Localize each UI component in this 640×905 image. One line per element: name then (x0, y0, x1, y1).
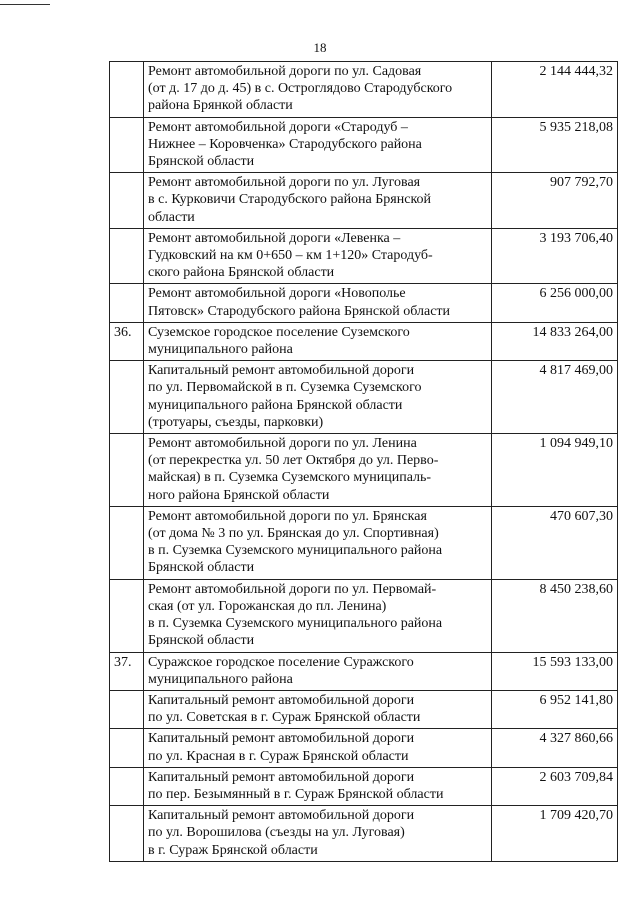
description-line: Ремонт автомобильной дороги по ул. Садовая (148, 64, 422, 79)
table-row (110, 690, 618, 728)
description-line: в п. Суземка Суземского муниципального района (148, 543, 443, 559)
table-row (110, 434, 618, 507)
description-line: по ул. Советская в г. Сураж Брянской области (148, 710, 421, 726)
budget-table (109, 61, 618, 862)
description-line: Ремонт автомобильной дороги «Стародуб – (148, 119, 408, 135)
row-description (144, 652, 492, 690)
description-line: Капитальный ремонт автомобильной дороги (148, 363, 415, 379)
row-number: 37. (110, 652, 144, 690)
table-row (110, 322, 618, 360)
description-line: Капитальный ремонт автомобильной дороги (148, 808, 415, 824)
description-line: ская (от ул. Горожанская до пл. Ленина) (148, 598, 387, 614)
table-row (110, 228, 618, 284)
row-amount: 5 935 218,08 (492, 117, 618, 173)
description-line: муниципального района (148, 671, 293, 687)
description-line: муниципального района Брянской области (148, 397, 403, 413)
table-row (110, 284, 618, 322)
row-number (110, 690, 144, 728)
row-number (110, 117, 144, 173)
row-amount: 1 709 420,70 (492, 806, 618, 862)
row-amount: 8 450 238,60 (492, 579, 618, 652)
row-number (110, 767, 144, 805)
table-row (110, 62, 618, 118)
row-number (110, 284, 144, 322)
description-line: Капитальный ремонт автомобильной дороги (148, 731, 415, 747)
row-number (110, 806, 144, 862)
description-line: ского района Брянской области (148, 265, 335, 281)
row-amount: 3 193 706,40 (492, 228, 618, 284)
table-row (110, 117, 618, 173)
description-line: ного района Брянской области (148, 487, 330, 503)
description-line: Ремонт автомобильной дороги «Левенка – (148, 230, 401, 246)
description-line: майская) в п. Суземка Суземского муниципаль- (148, 470, 432, 486)
row-number (110, 729, 144, 767)
page-number: 18 (313, 40, 327, 55)
description-line: по пер. Безымянный в г. Сураж Брянской области (148, 786, 444, 802)
row-amount: 4 817 469,00 (492, 361, 618, 434)
table-row (110, 652, 618, 690)
row-description (144, 322, 492, 360)
row-amount: 6 256 000,00 (492, 284, 618, 322)
table-row (110, 579, 618, 652)
description-line: Брянской области (148, 560, 255, 576)
row-description (144, 228, 492, 284)
row-description (144, 284, 492, 322)
row-amount: 14 833 264,00 (492, 322, 618, 360)
description-line: Капитальный ремонт автомобильной дороги (148, 692, 415, 708)
description-line: по ул. Ворошилова (съезды на ул. Луговая) (148, 825, 405, 841)
row-description (144, 361, 492, 434)
row-amount: 2 144 444,32 (492, 62, 618, 118)
table-body (110, 62, 618, 862)
description-line: области (148, 209, 195, 225)
description-line: Брянской области (148, 633, 255, 649)
description-line: Суземское городское поселение Суземского (148, 324, 410, 340)
top-rule (0, 4, 50, 5)
description-line: муниципального района (148, 342, 293, 358)
description-line: (от перекрестка ул. 50 лет Октября до ул. Перво- (148, 453, 439, 469)
description-line: Пятовск» Стародубского района Брянской области (148, 303, 451, 319)
row-amount: 6 952 141,80 (492, 690, 618, 728)
description-line: (от д. 17 до д. 45) в с. Остроглядово Стародубского (148, 81, 453, 97)
table-row (110, 173, 618, 229)
row-number (110, 173, 144, 229)
description-line: по ул. Первомайской в п. Суземка Суземского (148, 380, 422, 396)
table-row (110, 767, 618, 805)
row-number (110, 506, 144, 579)
row-amount: 470 607,30 (492, 506, 618, 579)
row-number (110, 62, 144, 118)
row-number (110, 228, 144, 284)
row-description (144, 767, 492, 805)
table-row (110, 506, 618, 579)
row-description (144, 690, 492, 728)
description-line: (от дома № 3 по ул. Брянская до ул. Спортивная) (148, 526, 439, 542)
row-amount: 15 593 133,00 (492, 652, 618, 690)
description-line: по ул. Красная в г. Сураж Брянской области (148, 748, 409, 764)
row-number: 36. (110, 322, 144, 360)
row-description (144, 62, 492, 118)
row-number (110, 361, 144, 434)
description-line: Капитальный ремонт автомобильной дороги (148, 769, 415, 785)
description-line: Гудковский на км 0+650 – км 1+120» Стародуб- (148, 248, 433, 264)
row-description (144, 806, 492, 862)
description-line: Ремонт автомобильной дороги «Новополье (148, 286, 406, 302)
row-number (110, 434, 144, 507)
description-line: района Брянкой области (148, 98, 293, 114)
table-row (110, 806, 618, 862)
description-line: Брянской области (148, 154, 255, 170)
description-line: Ремонт автомобильной дороги по ул. Луговая (148, 175, 421, 191)
description-line: (тротуары, съезды, парковки) (148, 414, 324, 430)
row-description (144, 579, 492, 652)
row-amount: 2 603 709,84 (492, 767, 618, 805)
row-description (144, 506, 492, 579)
table-row (110, 729, 618, 767)
row-description (144, 434, 492, 507)
row-amount: 1 094 949,10 (492, 434, 618, 507)
row-description (144, 729, 492, 767)
description-line: Ремонт автомобильной дороги по ул. Ленина (148, 436, 417, 452)
row-amount: 907 792,70 (492, 173, 618, 229)
description-line: Ремонт автомобильной дороги по ул. Первомай- (148, 581, 437, 597)
row-number (110, 579, 144, 652)
description-line: в п. Суземка Суземского муниципального района (148, 616, 443, 632)
description-line: Нижнее – Коровченка» Стародубского района (148, 136, 422, 152)
description-line: Суражское городское поселение Суражского (148, 654, 414, 670)
table-row (110, 361, 618, 434)
row-description (144, 173, 492, 229)
row-amount: 4 327 860,66 (492, 729, 618, 767)
row-description (144, 117, 492, 173)
description-line: Ремонт автомобильной дороги по ул. Брянская (148, 508, 427, 524)
description-line: в с. Курковичи Стародубского района Брянской (148, 192, 432, 208)
description-line: в г. Сураж Брянской области (148, 842, 318, 858)
